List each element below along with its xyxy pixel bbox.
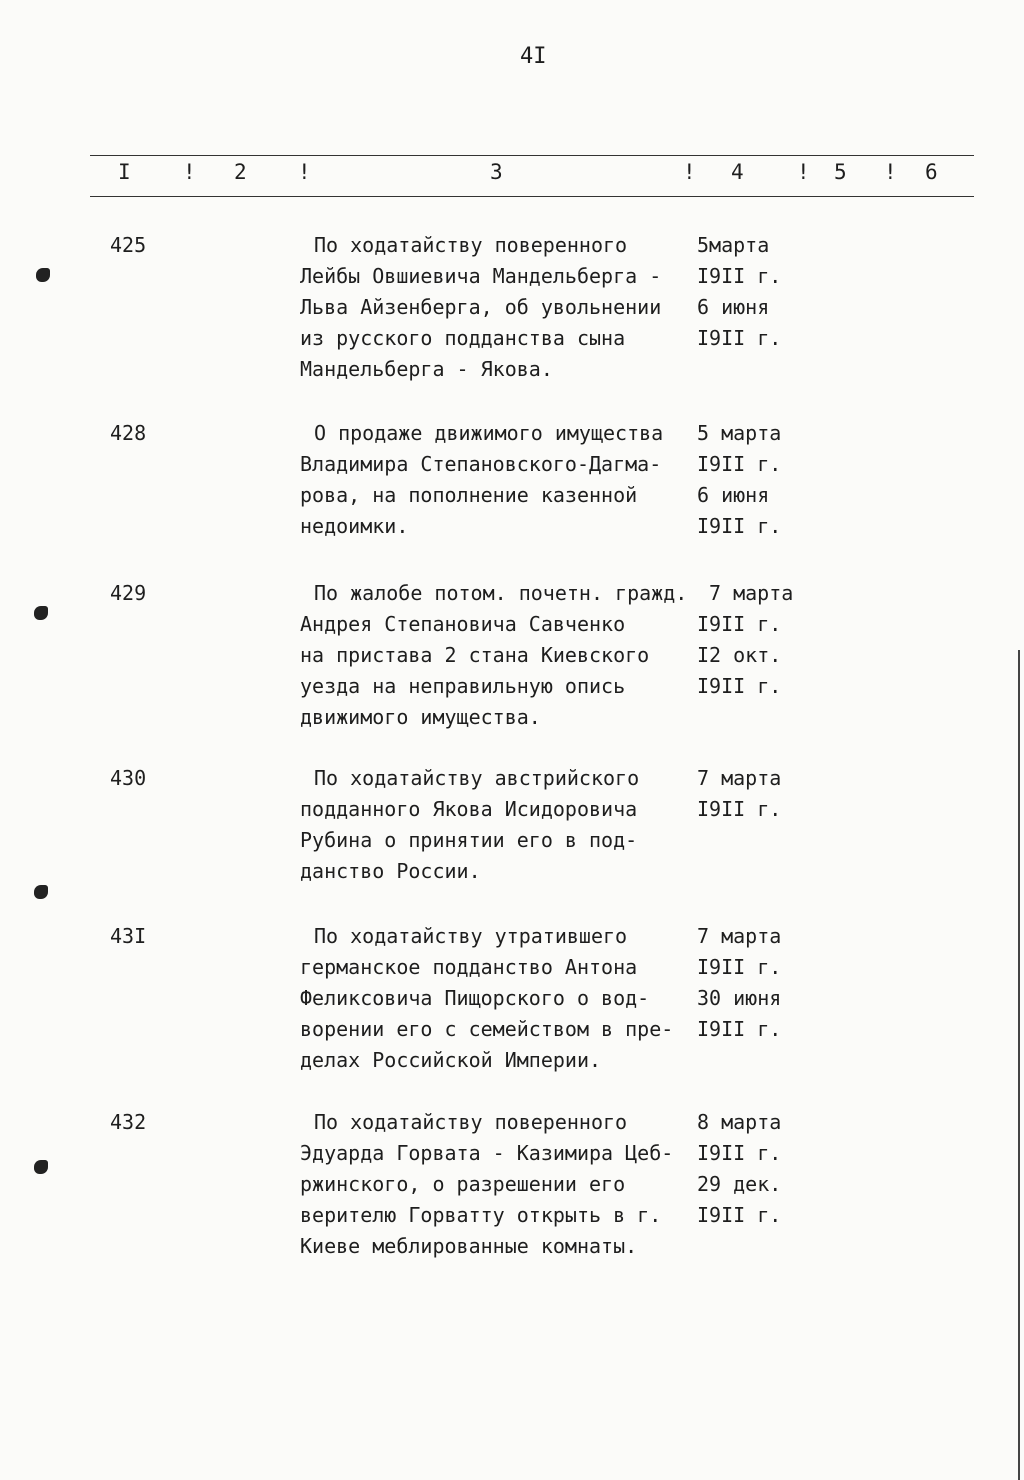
date-line: 5марта [697,233,770,257]
table-header-rule [90,196,974,197]
case-description [300,1107,695,1262]
description-line: делах Российской Империи. [300,1048,602,1072]
date-line: I9II г. [697,264,782,288]
date-line: 6 июня [697,483,770,507]
date-line: I9II г. [697,326,782,350]
date-line: 7 марта [697,924,782,948]
case-description [300,763,695,887]
case-number: 429 [110,581,147,605]
date-line: 29 дек. [697,1172,782,1196]
case-dates [697,418,781,542]
column-header-1: I [118,160,131,184]
description-line: Киеве меблированные комнаты. [300,1234,638,1258]
description-line: данство России. [300,859,481,883]
description-line: ворении его с семейством в пре- [300,1017,674,1041]
case-dates [697,1107,781,1231]
case-dates [697,230,781,354]
date-line: 7 марта [697,766,782,790]
punch-hole-mark [34,606,48,620]
description-line: из русского подданства сына [300,326,626,350]
date-line: 30 июня [697,986,782,1010]
column-separator: ! [884,160,897,184]
description-line: По ходатайству австрийского [314,766,640,790]
case-dates [697,578,793,702]
column-header-6: 6 [925,160,938,184]
description-line: германское подданство Антона [300,955,638,979]
case-description [300,418,695,542]
page-number: 4I [520,44,547,69]
date-line: 5 марта [697,421,782,445]
description-line: на пристава 2 стана Киевского [300,643,650,667]
column-separator: ! [298,160,311,184]
column-separator: ! [183,160,196,184]
description-line: О продаже движимого имущества [314,421,664,445]
description-line: По ходатайству утратившего [314,924,628,948]
punch-hole-mark [36,268,50,282]
case-number: 430 [110,766,147,790]
column-separator: ! [797,160,810,184]
case-number: 43I [110,924,147,948]
case-number: 428 [110,421,147,445]
case-description [300,921,695,1076]
table-top-rule [90,155,974,156]
description-line: Мандельберга - Якова. [300,357,553,381]
description-line: Рубина о принятии его в под- [300,828,638,852]
description-line: недоимки. [300,514,409,538]
date-line: I9II г. [697,514,782,538]
case-dates [697,763,781,825]
page-edge-line [1018,650,1020,1480]
date-line: I9II г. [697,674,782,698]
column-header-3: 3 [490,160,503,184]
date-line: I9II г. [697,1141,782,1165]
description-line: рова, на пополнение казенной [300,483,638,507]
column-header-4: 4 [731,160,744,184]
description-line: Лейбы Овшиевича Мандельберга - [300,264,662,288]
case-dates [697,921,781,1045]
date-line: 8 марта [697,1110,782,1134]
description-line: Владимира Степановского-Дагма- [300,452,662,476]
date-line: I9II г. [697,1203,782,1227]
punch-hole-mark [34,885,48,899]
date-line: I2 окт. [697,643,782,667]
description-line: По ходатайству поверенного [314,233,628,257]
column-header-2: 2 [234,160,247,184]
date-line: I9II г. [697,797,782,821]
description-line: Феликсовича Пищорского о вод- [300,986,650,1010]
date-line: I9II г. [697,452,782,476]
column-header-row [0,160,1024,188]
date-line: I9II г. [697,1017,782,1041]
case-description [300,578,695,733]
description-line: Андрея Степановича Савченко [300,612,626,636]
description-line: По ходатайству поверенного [314,1110,628,1134]
case-number: 432 [110,1110,147,1134]
column-header-5: 5 [834,160,847,184]
description-line: подданного Якова Исидоровича [300,797,638,821]
description-line: верителю Горватту открыть в г. [300,1203,662,1227]
column-separator: ! [683,160,696,184]
description-line: Льва Айзенберга, об увольнении [300,295,662,319]
description-line: ржинского, о разрешении его [300,1172,626,1196]
case-number: 425 [110,233,147,257]
case-description [300,230,695,385]
description-line: Эдуарда Горвата - Казимира Цеб- [300,1141,674,1165]
description-line: уезда на неправильную опись [300,674,626,698]
date-line: 6 июня [697,295,770,319]
date-line: 7 марта [709,581,794,605]
date-line: I9II г. [697,612,782,636]
description-line: По жалобе потом. почетн. гражд. [314,581,688,605]
description-line: движимого имущества. [300,705,541,729]
punch-hole-mark [34,1160,48,1174]
date-line: I9II г. [697,955,782,979]
